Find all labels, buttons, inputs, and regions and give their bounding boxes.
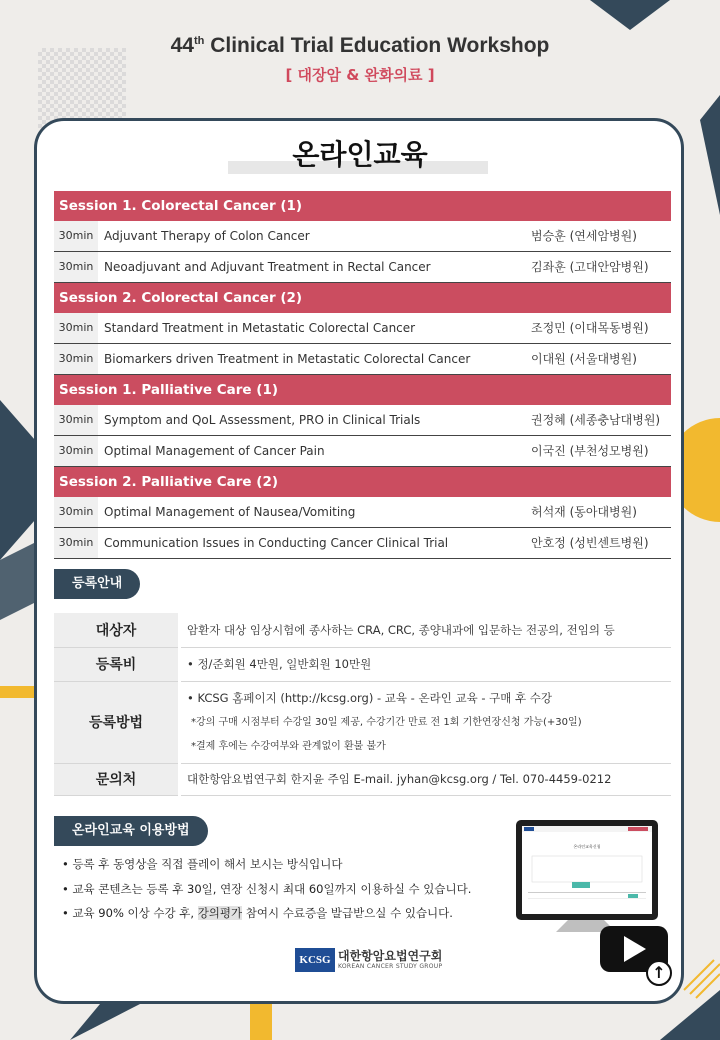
schedule-row (54, 344, 671, 375)
method-line: • KCSG 홈페이지 (http://kcsg.org) - 교육 - 온라인 교육 - 구매 후 수강 (187, 691, 552, 705)
session-header: Session 2. Colorectal Cancer (2) (54, 283, 671, 313)
usage-line: • 교육 90% 이상 수강 후, 강의평가 참여시 수료증을 발급받으실 수 있습니다. (62, 906, 453, 920)
speaker: 조정민 (이대목동병원) (531, 321, 649, 335)
svg-text:온라인교육신청: 온라인교육신청 (573, 844, 601, 849)
schedule-table (54, 191, 671, 559)
target-label: 대상자 (54, 613, 180, 647)
contact-label: 문의처 (54, 763, 180, 795)
fee-value: • 정/준회원 4만원, 일반회원 10만원 (180, 647, 672, 681)
duration: 30min (54, 344, 98, 374)
page-title: 온라인교육 (292, 138, 428, 171)
contact-value: 대한항암요법연구회 한지윤 주임 E-mail. jyhan@kcsg.org / Tel. 070-4459-0212 (180, 763, 672, 795)
topic: Communication Issues in Conducting Cancer Clinical Trial (104, 536, 449, 550)
schedule-row (54, 405, 671, 436)
usage-line: • 교육 콘텐츠는 등록 후 30일, 연장 신청시 최대 60일까지 이용하실 수 있습니다. (62, 882, 472, 896)
highlight-evaluation: 강의평가 (197, 906, 243, 920)
schedule-row (54, 221, 671, 252)
speaker: 김좌훈 (고대안암병원) (531, 260, 649, 274)
schedule-row (54, 313, 671, 344)
session-header: Session 1. Palliative Care (1) (54, 375, 671, 405)
method-note: *결제 후에는 수강여부와 관계없이 환불 불가 (191, 741, 386, 752)
topic: Optimal Management of Cancer Pain (104, 444, 325, 458)
workshop-subtitle: [ 대장암 & 완화의료 ] (285, 66, 435, 84)
duration: 30min (54, 313, 98, 343)
schedule-row (54, 497, 671, 528)
registration-heading: 등록안내 (54, 569, 140, 599)
screen-mockup (522, 826, 652, 914)
usage-heading: 온라인교육 이용방법 (54, 816, 208, 846)
target-value: 암환자 대상 임상시험에 종사하는 CRA, CRC, 종양내과에 입문하는 전공의, 전임의 등 (180, 613, 672, 647)
yellow-bar-left (0, 686, 34, 698)
speaker: 범승훈 (연세암병원) (531, 229, 637, 243)
duration: 30min (54, 436, 98, 466)
speaker: 이대원 (서울대병원) (531, 352, 637, 366)
logo-name-ko: 대한항암요법연구회 (338, 949, 443, 963)
duration: 30min (54, 528, 98, 558)
navy-triangle-bottom (70, 1004, 140, 1040)
topic: Biomarkers driven Treatment in Metastatic Colorectal Cancer (104, 352, 471, 366)
navy-triangle-top-right (590, 0, 670, 30)
schedule-row (54, 252, 671, 283)
duration: 30min (54, 221, 98, 251)
schedule-row (54, 436, 671, 467)
duration: 30min (54, 405, 98, 435)
monitor-screen (522, 826, 652, 914)
schedule-row (54, 528, 671, 559)
topic: Neoadjuvant and Adjuvant Treatment in Rectal Cancer (104, 260, 431, 274)
kcsg-logo-mark: KCSG (295, 948, 335, 972)
workshop-title: 44th Clinical Trial Education Workshop (170, 34, 550, 57)
session-header: Session 2. Palliative Care (2) (54, 467, 671, 497)
upload-arrow-icon: ↑ (646, 960, 672, 986)
topic: Optimal Management of Nausea/Vomiting (104, 505, 356, 519)
method-label: 등록방법 (54, 681, 180, 763)
speaker: 허석재 (동아대병원) (531, 505, 637, 519)
session-header: Session 1. Colorectal Cancer (1) (54, 191, 671, 221)
fee-label: 등록비 (54, 647, 180, 681)
usage-line: • 등록 후 동영상을 직접 플레이 해서 보시는 방식입니다 (62, 857, 343, 871)
monitor-illustration (516, 820, 658, 920)
speaker: 권정혜 (세종충남대병원) (531, 413, 661, 427)
logo-name-en: KOREAN CANCER STUDY GROUP (338, 963, 443, 970)
yellow-hatch-bottom-right (684, 960, 720, 998)
yellow-bar-bottom (250, 1004, 272, 1040)
registration-table (54, 613, 671, 796)
duration: 30min (54, 497, 98, 527)
method-value (180, 681, 672, 763)
method-note: *강의 구매 시점부터 수강일 30일 제공, 수강기간 만료 전 1회 기한연장신청 가능(+30일) (191, 717, 582, 728)
speaker: 안호정 (성빈센트병원) (531, 536, 649, 550)
topic: Standard Treatment in Metastatic Colorectal Cancer (104, 321, 416, 335)
topic: Adjuvant Therapy of Colon Cancer (104, 229, 310, 243)
topic: Symptom and QoL Assessment, PRO in Clinical Trials (104, 413, 421, 427)
play-triangle-icon (624, 936, 646, 962)
speaker: 이국진 (부천성모병원) (531, 444, 649, 458)
duration: 30min (54, 252, 98, 282)
